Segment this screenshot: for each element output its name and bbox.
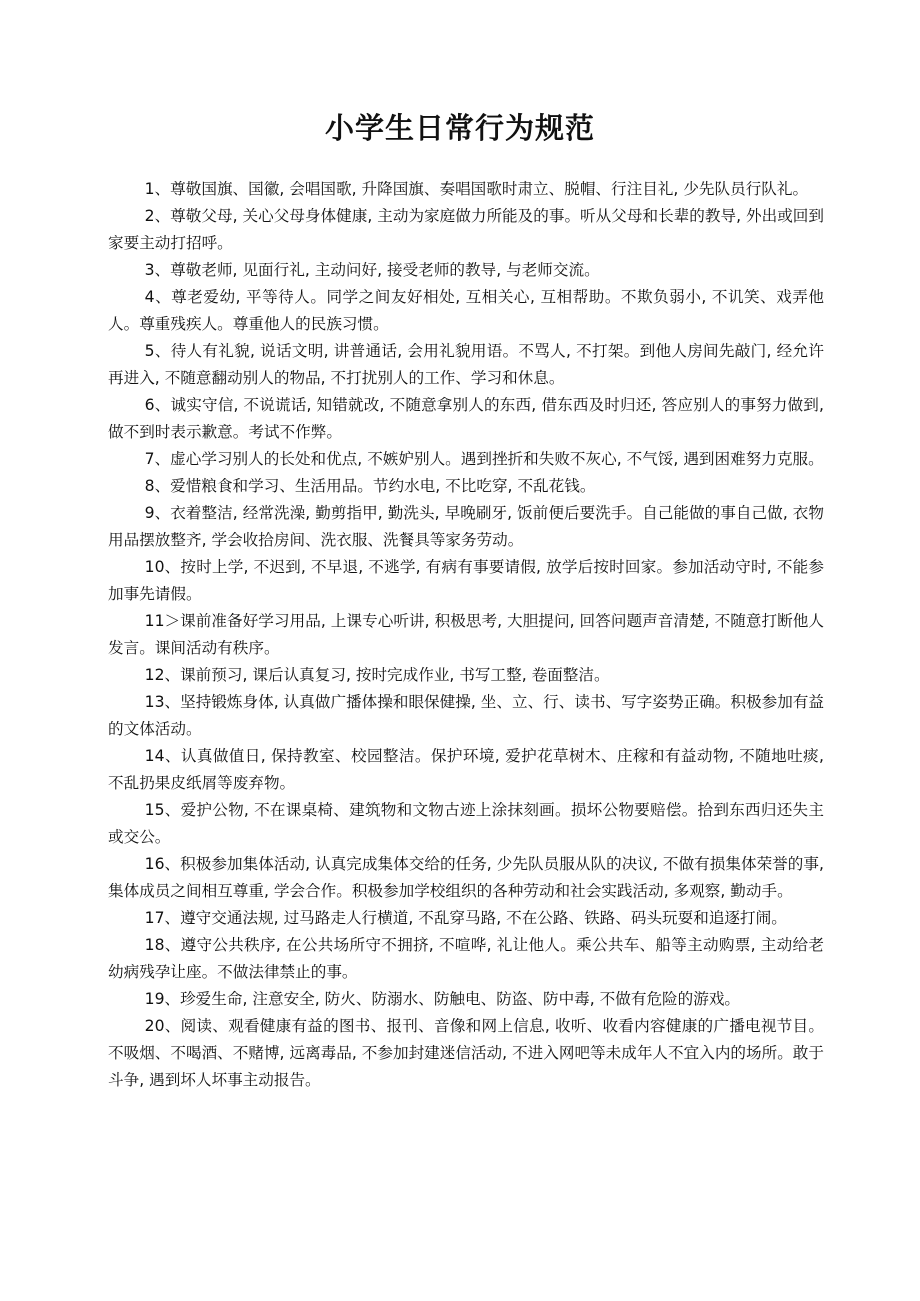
rule-item: 8、爱惜粮食和学习、生活用品。节约水电, 不比吃穿, 不乱花钱。 <box>144 477 596 495</box>
rule-item: 18、遵守公共秩序, 在公共场所守不拥挤, 不喧哗, 礼让他人。乘公共车、船等主动购票, 主动给老幼病残孕让座。不做法律禁止的事。 <box>108 936 824 981</box>
rule-item: 7、虚心学习别人的长处和优点, 不嫉妒别人。遇到挫折和失败不灰心, 不气馁, 遇到困难努力克服。 <box>144 450 824 468</box>
rule-item: 4、尊老爱幼, 平等待人。同学之间友好相处, 互相关心, 互相帮助。不欺负弱小, 不讥笑、戏弄他人。尊重残疾人。尊重他人的民族习惯。 <box>108 288 824 333</box>
rule-item: 17、遵守交通法规, 过马路走人行横道, 不乱穿马路, 不在公路、铁路、码头玩耍和追逐打闹。 <box>144 909 787 927</box>
rule-item: 5、待人有礼貌, 说话文明, 讲普通话, 会用礼貌用语。不骂人, 不打架。到他人房间先敲门, 经允许再进入, 不随意翻动别人的物品, 不打扰别人的工作、学习和休息。 <box>108 342 824 387</box>
rule-item: 16、积极参加集体活动, 认真完成集体交给的任务, 少先队员服从队的决议, 不做有损集体荣誉的事, 集体成员之间相互尊重, 学会合作。积极参加学校组织的各种劳动和社会实践活动, 多观察, 勤动手。 <box>108 855 824 900</box>
rule-item: 3、尊敬老师, 见面行礼, 主动问好, 接受老师的教导, 与老师交流。 <box>144 261 600 279</box>
rule-item: 19、珍爱生命, 注意安全, 防火、防溺水、防触电、防盗、防中毒, 不做有危险的游戏。 <box>144 990 741 1008</box>
rule-item: 12、课前预习, 课后认真复习, 按时完成作业, 书写工整, 卷面整洁。 <box>144 666 610 684</box>
rule-item: 13、坚持锻炼身体, 认真做广播体操和眼保健操, 坐、立、行、读书、写字姿势正确。积极参加有益的文体活动。 <box>108 693 824 738</box>
rule-item: 1、尊敬国旗、国徽, 会唱国歌, 升降国旗、奏唱国歌时肃立、脱帽、行注目礼, 少先队员行队礼。 <box>144 180 809 198</box>
rule-item: 11＞课前准备好学习用品, 上课专心听讲, 积极思考, 大胆提问, 回答问题声音清楚, 不随意打断他人发言。课间活动有秩序。 <box>108 612 824 657</box>
document-title: 小学生日常行为规范 <box>324 111 595 145</box>
rule-item: 9、衣着整洁, 经常洗澡, 勤剪指甲, 勤洗头, 早晚刷牙, 饭前便后要洗手。自己能做的事自己做, 衣物用品摆放整齐, 学会收拾房间、洗衣服、洗餐具等家务劳动。 <box>108 504 824 549</box>
rule-item: 6、诚实守信, 不说谎话, 知错就改, 不随意拿别人的东西, 借东西及时归还, 答应别人的事努力做到, 做不到时表示歉意。考试不作弊。 <box>108 396 824 441</box>
rule-item: 2、尊敬父母, 关心父母身体健康, 主动为家庭做力所能及的事。听从父母和长辈的教导, 外出或回到家要主动打招呼。 <box>108 207 824 252</box>
rules-list <box>108 176 824 1094</box>
rule-item: 20、阅读、观看健康有益的图书、报刊、音像和网上信息, 收听、收看内容健康的广播电视节目。不吸烟、不喝酒、不赌博, 远离毒品, 不参加封建迷信活动, 不进入网吧等未成年人不宜入内的场所。敢于斗争, 遇到坏人坏事主动报告。 <box>108 1017 824 1089</box>
rule-item: 10、按时上学, 不迟到, 不早退, 不逃学, 有病有事要请假, 放学后按时回家。参加活动守时, 不能参加事先请假。 <box>108 558 824 603</box>
rule-item: 14、认真做值日, 保持教室、校园整洁。保护环境, 爱护花草树木、庄稼和有益动物, 不随地吐痰, 不乱扔果皮纸屑等废弃物。 <box>108 747 824 792</box>
rule-item: 15、爱护公物, 不在课桌椅、建筑物和文物古迹上涂抹刻画。损坏公物要赔偿。拾到东西归还失主或交公。 <box>108 801 824 846</box>
